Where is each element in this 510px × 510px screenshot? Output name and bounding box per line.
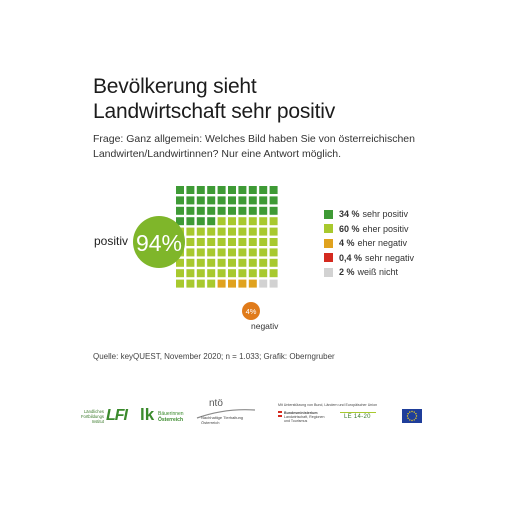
logo-lfi bbox=[78, 407, 134, 427]
waffle-cell-eher-positiv bbox=[238, 217, 246, 225]
eu-star-icon bbox=[411, 411, 412, 412]
waffle-cell-sehr-positiv bbox=[270, 207, 278, 215]
waffle-cell-eher-positiv bbox=[259, 248, 267, 256]
waffle-cell-eher-positiv bbox=[238, 248, 246, 256]
waffle-cell-sehr-positiv bbox=[207, 217, 215, 225]
waffle-cell-eher-positiv bbox=[197, 228, 205, 236]
waffle-cell-eher-positiv bbox=[176, 280, 184, 288]
positive-label: positiv bbox=[94, 234, 129, 248]
waffle-cell-eher-positiv bbox=[249, 248, 257, 256]
waffle-cell-sehr-positiv bbox=[238, 186, 246, 194]
waffle-cell-eher-positiv bbox=[218, 248, 226, 256]
waffle-cell-eher-positiv bbox=[259, 269, 267, 277]
eu-stars-icon bbox=[402, 409, 422, 423]
legend-label: sehr negativ bbox=[365, 252, 415, 263]
waffle-cell-eher-positiv bbox=[238, 269, 246, 277]
waffle-cell-eher-positiv bbox=[228, 259, 236, 267]
legend-swatch bbox=[324, 268, 333, 277]
austria-flag-icon bbox=[278, 411, 282, 417]
eu-star-icon bbox=[415, 413, 416, 414]
waffle-cell-sehr-positiv bbox=[259, 196, 267, 204]
waffle-cell-eher-positiv bbox=[186, 280, 194, 288]
eu-star-icon bbox=[409, 419, 410, 420]
waffle-cell-eher-positiv bbox=[186, 269, 194, 277]
legend-item-sehr-positiv bbox=[324, 207, 414, 222]
survey-question: Frage: Ganz allgemein: Welches Bild haben Sie von österreichischen Landwirten/Landwirtinnen? Nur eine Antwort möglich. bbox=[93, 133, 415, 160]
waffle-cell-eher-positiv bbox=[270, 228, 278, 236]
legend-item-weiss-nicht bbox=[324, 265, 414, 280]
eu-flag-icon bbox=[402, 409, 422, 423]
waffle-cell-eher-positiv bbox=[270, 217, 278, 225]
eu-star-icon bbox=[414, 419, 415, 420]
waffle-cell-sehr-positiv bbox=[176, 207, 184, 215]
legend-label: eher negativ bbox=[357, 238, 408, 249]
waffle-cell-eher-positiv bbox=[228, 217, 236, 225]
eu-star-icon bbox=[414, 411, 415, 412]
lfi-mark: LFI bbox=[106, 407, 127, 424]
waffle-cell-eher-positiv bbox=[259, 228, 267, 236]
waffle-cell-sehr-positiv bbox=[249, 186, 257, 194]
waffle-cell-eher-positiv bbox=[207, 228, 215, 236]
waffle-cell-eher-positiv bbox=[197, 269, 205, 277]
waffle-cell-sehr-positiv bbox=[197, 196, 205, 204]
waffle-cell-eher-positiv bbox=[270, 259, 278, 267]
waffle-cell-sehr-positiv bbox=[207, 196, 215, 204]
waffle-cell-eher-positiv bbox=[249, 228, 257, 236]
ntoe-text-1: Nachhaltige Tierhaltung bbox=[201, 415, 244, 420]
waffle-cell-eher-positiv bbox=[249, 269, 257, 277]
waffle-cell-sehr-positiv bbox=[270, 186, 278, 194]
logo-ntoe bbox=[195, 398, 257, 428]
waffle-cell-sehr-positiv bbox=[270, 196, 278, 204]
waffle-cell-eher-positiv bbox=[238, 259, 246, 267]
title-line-2: Landwirtschaft sehr positiv bbox=[93, 100, 336, 123]
waffle-cell-sehr-positiv bbox=[238, 207, 246, 215]
waffle-cell-eher-positiv bbox=[228, 269, 236, 277]
legend-label: sehr positiv bbox=[362, 209, 409, 220]
waffle-cell-eher-positiv bbox=[186, 248, 194, 256]
waffle-cell-sehr-positiv bbox=[259, 207, 267, 215]
waffle-cell-sehr-positiv bbox=[249, 196, 257, 204]
waffle-cell-sehr-positiv bbox=[197, 217, 205, 225]
waffle-cell-eher-positiv bbox=[186, 259, 194, 267]
lk-mark: lk bbox=[140, 405, 155, 424]
ntoe-text-2: Österreich bbox=[201, 419, 220, 425]
waffle-cell-eher-positiv bbox=[249, 238, 257, 246]
waffle-cell-eher-positiv bbox=[228, 228, 236, 236]
legend-percent: 60 % bbox=[339, 223, 360, 234]
legend-swatch bbox=[324, 224, 333, 233]
eu-star-icon bbox=[415, 418, 416, 419]
waffle-cell-eher-positiv bbox=[186, 228, 194, 236]
waffle-cell-eher-negativ bbox=[238, 280, 246, 288]
waffle-cell-sehr-positiv bbox=[186, 217, 194, 225]
waffle-cell-eher-positiv bbox=[238, 238, 246, 246]
source-note: Quelle: keyQUEST, November 2020; n = 1.033; Grafik: Oberngruber bbox=[93, 352, 335, 361]
waffle-cell-eher-positiv bbox=[197, 259, 205, 267]
waffle-cell-eher-positiv bbox=[218, 269, 226, 277]
waffle-cell-sehr-positiv bbox=[218, 196, 226, 204]
legend-percent: 0,4 % bbox=[339, 252, 363, 263]
legend-label: weiß nicht bbox=[357, 267, 399, 278]
legend-percent: 2 % bbox=[339, 267, 355, 278]
waffle-cell-sehr-positiv bbox=[207, 186, 215, 194]
waffle-cell-eher-positiv bbox=[197, 280, 205, 288]
waffle-cell-sehr-positiv bbox=[207, 207, 215, 215]
ntoe-mark: ntö bbox=[209, 398, 223, 409]
waffle-cell-eher-positiv bbox=[228, 248, 236, 256]
waffle-cell-eher-positiv bbox=[270, 269, 278, 277]
eu-star-icon bbox=[411, 420, 412, 421]
waffle-cell-sehr-positiv bbox=[197, 186, 205, 194]
legend-item-sehr-negativ bbox=[324, 251, 414, 266]
waffle-cell-sehr-positiv bbox=[238, 196, 246, 204]
lfi-text-1: Ländliches bbox=[83, 409, 104, 414]
legend-label: eher positiv bbox=[362, 223, 409, 234]
waffle-cell-eher-positiv bbox=[207, 280, 215, 288]
negative-badge-value: 4% bbox=[245, 307, 257, 316]
lfi-text-3: Institut bbox=[91, 418, 104, 424]
legend-percent: 34 % bbox=[339, 209, 360, 220]
waffle-cell-eher-positiv bbox=[270, 248, 278, 256]
legend-swatch bbox=[324, 253, 333, 262]
waffle-cell-eher-negativ bbox=[249, 280, 257, 288]
waffle-cell-eher-positiv bbox=[218, 238, 226, 246]
legend-item-eher-positiv bbox=[324, 222, 414, 237]
waffle-cell-weiß-nicht bbox=[259, 280, 267, 288]
le-mark: LE 14-20 bbox=[344, 414, 371, 420]
lk-text-2: Österreich bbox=[158, 417, 184, 423]
waffle-cell-sehr-positiv bbox=[186, 196, 194, 204]
lfi-text-2: Fortbildungs bbox=[80, 413, 104, 419]
waffle-cell-sehr-positiv bbox=[218, 207, 226, 215]
waffle-cell-eher-negativ bbox=[228, 280, 236, 288]
waffle-cell-eher-positiv bbox=[207, 248, 215, 256]
waffle-cell-eher-positiv bbox=[259, 259, 267, 267]
logo-eu-funding bbox=[278, 403, 428, 429]
waffle-cell-sehr-positiv bbox=[197, 207, 205, 215]
waffle-cell-eher-positiv bbox=[259, 238, 267, 246]
eu-star-icon bbox=[407, 415, 408, 416]
waffle-cell-sehr-positiv bbox=[259, 186, 267, 194]
le-logo bbox=[340, 412, 376, 424]
waffle-cell-eher-positiv bbox=[218, 228, 226, 236]
ministry-text-1: Bundesministerium bbox=[284, 411, 318, 415]
waffle-cell-eher-positiv bbox=[249, 259, 257, 267]
title-line-1: Bevölkerung sieht bbox=[93, 75, 257, 98]
waffle-cell-sehr-positiv bbox=[186, 207, 194, 215]
waffle-cell-eher-positiv bbox=[207, 238, 215, 246]
waffle-cell-sehr-positiv bbox=[249, 207, 257, 215]
waffle-cell-eher-positiv bbox=[207, 259, 215, 267]
lk-text-1: Bäuerinnen bbox=[158, 411, 184, 417]
legend-swatch bbox=[324, 210, 333, 219]
eu-star-icon bbox=[409, 411, 410, 412]
waffle-cell-eher-positiv bbox=[197, 248, 205, 256]
waffle-cell-eher-positiv bbox=[259, 217, 267, 225]
waffle-cell-sehr-positiv bbox=[176, 186, 184, 194]
waffle-cell-eher-positiv bbox=[176, 269, 184, 277]
logo-lk bbox=[140, 405, 190, 429]
waffle-cell-sehr-positiv bbox=[186, 186, 194, 194]
negative-label: negativ bbox=[251, 321, 279, 331]
legend-item-eher-negativ bbox=[324, 236, 414, 251]
waffle-cell-sehr-positiv bbox=[176, 196, 184, 204]
waffle-cell-eher-positiv bbox=[238, 228, 246, 236]
waffle-cell-eher-positiv bbox=[218, 217, 226, 225]
waffle-cell-sehr-positiv bbox=[228, 207, 236, 215]
waffle-cell-sehr-positiv bbox=[228, 196, 236, 204]
waffle-cell-eher-positiv bbox=[197, 238, 205, 246]
ministry-text-3: und Tourismus bbox=[284, 419, 308, 424]
waffle-cell-sehr-positiv bbox=[218, 186, 226, 194]
eu-header: Mit Unterstützung von Bund, Ländern und Europäischer Union bbox=[278, 403, 378, 407]
waffle-cell-weiß-nicht bbox=[270, 280, 278, 288]
legend-percent: 4 % bbox=[339, 238, 355, 249]
waffle-cell-eher-positiv bbox=[218, 259, 226, 267]
legend-swatch bbox=[324, 239, 333, 248]
positive-badge-value: 94% bbox=[135, 230, 183, 256]
eu-star-icon bbox=[407, 418, 408, 419]
waffle-cell-eher-positiv bbox=[249, 217, 257, 225]
ministry-text-2: Landwirtschaft, Regionen bbox=[284, 415, 325, 420]
waffle-cell-eher-positiv bbox=[228, 238, 236, 246]
waffle-cell-eher-positiv bbox=[207, 269, 215, 277]
chart-legend bbox=[324, 207, 414, 280]
waffle-cell-sehr-positiv bbox=[228, 186, 236, 194]
eu-star-icon bbox=[407, 413, 408, 414]
waffle-cell-eher-positiv bbox=[270, 238, 278, 246]
eu-star-icon bbox=[416, 415, 417, 416]
waffle-cell-eher-negativ bbox=[218, 280, 226, 288]
waffle-cell-eher-positiv bbox=[186, 238, 194, 246]
